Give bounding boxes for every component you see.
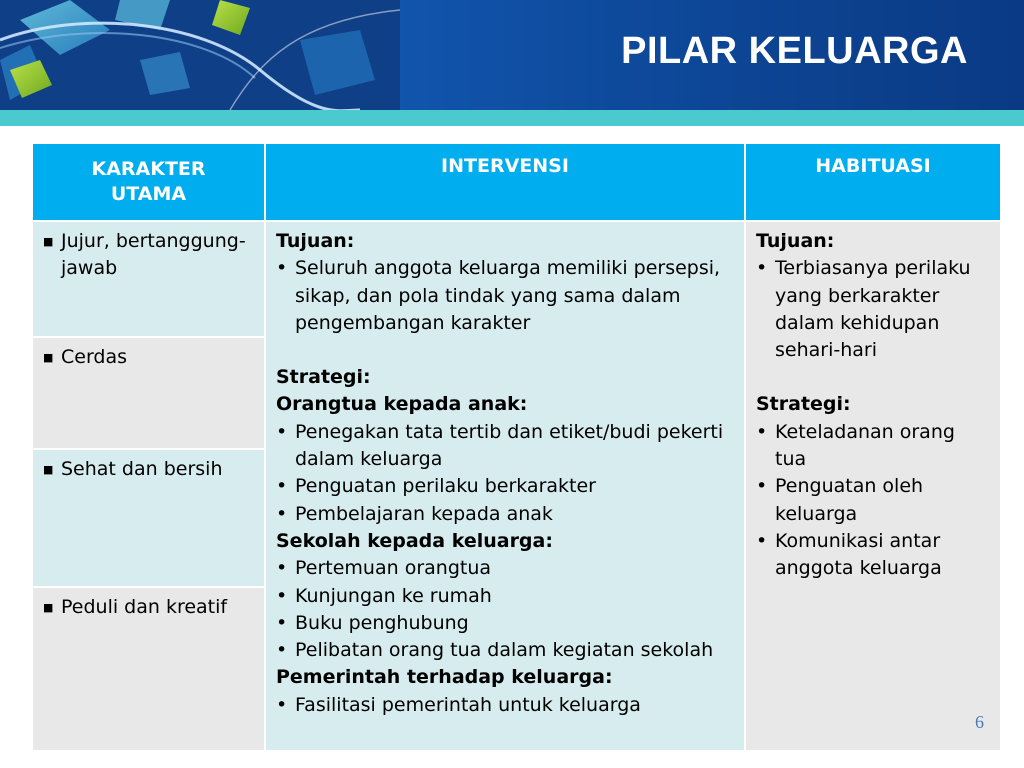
list-item [276, 555, 734, 582]
header-line: UTAMA [110, 183, 187, 205]
karakter-text: Peduli dan kreatif [61, 596, 228, 618]
tujuan-heading: Tujuan: [756, 230, 835, 252]
dot-bullet-icon: • [276, 557, 288, 580]
dot-bullet-icon: • [756, 420, 768, 443]
decorative-cubes-art [0, 0, 400, 110]
list-item [43, 456, 256, 483]
item-text: Pembelajaran kepada anak [295, 502, 553, 525]
dot-bullet-icon: • [276, 420, 288, 443]
list-item [43, 228, 256, 282]
karakter-text: Jujur, bertanggung-jawab [61, 230, 246, 279]
item-text: Pelibatan orang tua dalam kegiatan sekolah [295, 639, 714, 662]
group-heading: Sekolah kepada keluarga: [276, 529, 553, 552]
group-heading: Pemerintah terhadap keluarga: [276, 666, 613, 689]
item-text: Penguatan oleh keluarga [775, 475, 924, 525]
dot-bullet-icon: • [756, 529, 768, 552]
list-item [756, 473, 990, 528]
tujuan-heading: Tujuan: [276, 230, 355, 252]
header-intervensi: INTERVENSI [265, 143, 745, 221]
dot-bullet-icon: • [756, 475, 768, 498]
list-item [276, 473, 734, 500]
karakter-cell [32, 449, 265, 587]
item-text: Keteladanan orang tua [775, 420, 955, 471]
square-bullet-icon: ■ [43, 601, 54, 614]
dot-bullet-icon: • [276, 693, 288, 716]
dot-bullet-icon: • [276, 584, 288, 607]
intervensi-cell [265, 221, 745, 751]
accent-stripe [0, 110, 1024, 126]
karakter-cell [32, 587, 265, 751]
karakter-text: Cerdas [61, 346, 128, 368]
list-item [276, 610, 734, 637]
habituasi-cell [745, 221, 1001, 751]
strategi-heading: Strategi: [276, 366, 371, 389]
karakter-text: Sehat dan bersih [61, 458, 223, 480]
karakter-cell [32, 221, 265, 337]
dot-bullet-icon: • [276, 611, 288, 634]
item-text: Buku penghubung [295, 611, 469, 634]
item-text: Komunikasi antar anggota keluarga [775, 529, 942, 580]
item-text: Penegakan tata tertib dan etiket/budi pekerti dalam keluarga [295, 420, 724, 471]
list-item [276, 501, 734, 528]
list-item [276, 692, 734, 719]
list-item [276, 419, 734, 474]
header-habituasi: HABITUASI [745, 143, 1001, 221]
pilar-table [31, 142, 1002, 752]
karakter-cell [32, 337, 265, 449]
list-item [756, 528, 990, 583]
square-bullet-icon: ■ [43, 351, 54, 364]
table-row [32, 221, 1001, 337]
dot-bullet-icon: • [276, 475, 288, 498]
dot-bullet-icon: • [756, 257, 768, 280]
strategi-heading: Strategi: [756, 393, 851, 416]
header-line: KARAKTER [91, 158, 206, 180]
page-number: 6 [975, 712, 984, 732]
list-item [756, 255, 990, 364]
list-item [756, 419, 990, 474]
dot-bullet-icon: • [276, 502, 288, 525]
dot-bullet-icon: • [276, 257, 288, 280]
square-bullet-icon: ■ [43, 463, 54, 476]
slide-title: PILAR KELUARGA [621, 30, 968, 72]
item-text: Seluruh anggota keluarga memiliki persepsi, sikap, dan pola tindak yang sama dalam pengembangan karakter [295, 257, 721, 334]
list-item [276, 255, 734, 337]
title-banner [0, 0, 1024, 110]
list-item [43, 594, 256, 621]
item-text: Penguatan perilaku berkarakter [295, 475, 596, 498]
list-item [43, 344, 256, 371]
square-bullet-icon: ■ [43, 235, 54, 248]
item-text: Fasilitasi pemerintah untuk keluarga [295, 693, 641, 716]
list-item [276, 637, 734, 664]
header-karakter-utama [32, 143, 265, 221]
item-text: Pertemuan orangtua [295, 557, 492, 580]
item-text: Terbiasanya perilaku yang berkarakter dalam kehidupan sehari-hari [775, 257, 971, 362]
list-item [276, 583, 734, 610]
dot-bullet-icon: • [276, 639, 288, 662]
group-heading: Orangtua kepada anak: [276, 393, 528, 416]
item-text: Kunjungan ke rumah [295, 584, 492, 607]
table-header-row [32, 143, 1001, 221]
